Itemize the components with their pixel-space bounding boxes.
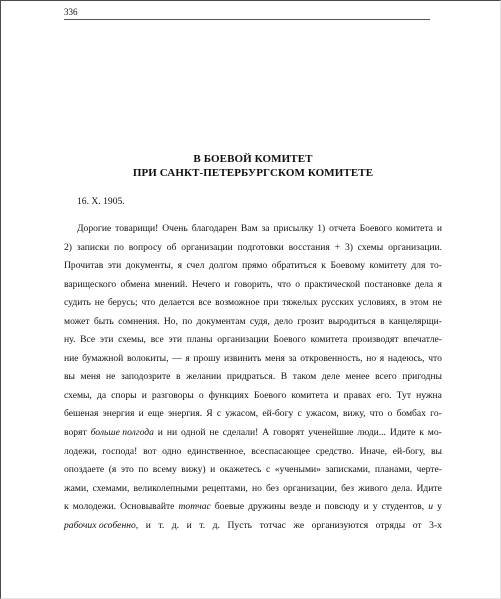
word: меня — [265, 352, 285, 364]
word: ни — [166, 427, 178, 439]
word: нужна — [416, 389, 442, 401]
word: Нечего — [191, 278, 221, 290]
word: делается — [159, 297, 195, 309]
word: быть — [93, 315, 114, 327]
word: 3-х — [429, 519, 442, 531]
word: функциях — [208, 389, 249, 401]
word: что — [428, 352, 442, 364]
word: всему — [152, 464, 177, 476]
word: отряды — [375, 519, 406, 531]
word: опоздаете — [64, 464, 105, 476]
word: правах — [343, 389, 372, 401]
word: впечатле- — [403, 334, 442, 346]
word: за — [288, 352, 297, 364]
word: присылку — [273, 223, 314, 234]
word: везде — [289, 501, 312, 513]
word: его. — [376, 389, 392, 401]
word: не — [94, 297, 105, 309]
word: русских — [321, 297, 354, 309]
word: схемы, — [64, 389, 92, 401]
word: 3) — [344, 241, 353, 253]
text-line — [64, 276, 442, 295]
word: Пусть — [227, 519, 253, 531]
word: Дорогие — [77, 223, 112, 234]
word: схемы — [357, 241, 384, 253]
word: Основывайте — [120, 501, 175, 513]
word: средство. — [315, 445, 354, 457]
word: энергия — [102, 408, 135, 420]
word: подготовки — [237, 241, 284, 253]
word: комитета — [310, 334, 348, 346]
word: Очень — [162, 223, 188, 234]
text-line — [64, 220, 442, 239]
word: великолепными — [133, 482, 199, 494]
word: Прочитав — [64, 260, 104, 272]
word: долгом — [208, 260, 238, 272]
word: единственное, — [187, 445, 246, 457]
word: благодарен — [191, 223, 237, 234]
word: заподозрите — [120, 371, 171, 383]
word: берусь; — [107, 297, 138, 309]
word: планы — [186, 334, 213, 346]
word: не — [209, 427, 219, 439]
word: менее — [345, 371, 370, 383]
word: организации. — [388, 241, 442, 253]
word: дружины — [248, 501, 286, 513]
text-line — [64, 294, 442, 313]
word: схемы, — [118, 334, 146, 346]
word: комитету — [369, 260, 407, 272]
word: восстания — [288, 241, 330, 253]
word: студентов, — [381, 501, 425, 513]
word: вы — [64, 371, 75, 383]
word: и — [363, 501, 369, 513]
word: ну. — [64, 334, 76, 346]
word: молодежи. — [72, 501, 117, 513]
word: ей-богу, — [392, 445, 426, 457]
word: я — [185, 352, 190, 364]
word: мо- — [427, 427, 442, 439]
word: го- — [430, 408, 442, 420]
word: все — [198, 297, 212, 309]
word: в — [380, 315, 385, 327]
word: разговоры — [151, 389, 194, 401]
word: организации, — [283, 482, 337, 494]
word: прямо — [242, 260, 268, 272]
letter-body — [64, 220, 442, 535]
word: что — [277, 278, 291, 290]
emphasized-word: больше полгода — [90, 427, 154, 439]
word: за — [261, 223, 270, 234]
word: ужасом, — [305, 408, 339, 420]
text-line — [64, 387, 442, 406]
word: при — [263, 297, 279, 309]
word: и — [145, 519, 151, 531]
word: вы — [430, 445, 442, 457]
word: надеюсь, — [387, 352, 425, 364]
word: мнений. — [154, 278, 188, 290]
word: «учеными» — [274, 464, 321, 476]
word: у — [372, 501, 378, 513]
word: документы, — [125, 260, 174, 272]
word: об — [166, 241, 177, 253]
emphasized-word: рабочих особенно, — [64, 519, 139, 531]
word: Боевого — [253, 389, 287, 401]
word: вопросу — [128, 241, 162, 253]
word: энергия. — [167, 408, 203, 420]
word: и — [141, 389, 147, 401]
word: от — [412, 519, 422, 531]
word: Боевого — [273, 334, 306, 346]
word: дела. — [391, 482, 413, 494]
word: с — [265, 464, 271, 476]
word: и — [436, 223, 442, 234]
word: к — [419, 427, 424, 439]
word: деле — [321, 371, 340, 383]
word: бомбах — [396, 408, 426, 420]
word: меня — [80, 371, 101, 383]
word: откровенность, — [300, 352, 363, 364]
word: Иначе, — [359, 445, 388, 457]
word: таком — [292, 371, 317, 383]
word: комитета — [291, 389, 329, 401]
word: без — [341, 482, 355, 494]
word: я — [379, 352, 385, 364]
word: и — [333, 389, 339, 401]
header-rule — [64, 19, 430, 20]
word: счел — [186, 260, 205, 272]
word: к — [64, 501, 69, 513]
word: условиях, — [357, 297, 398, 309]
letter-date: 16. X. 1905. — [77, 196, 125, 207]
word: бумажной — [82, 352, 124, 364]
word: практической — [304, 278, 361, 290]
word: но — [252, 482, 262, 494]
word: Но, — [163, 315, 178, 327]
word: ворят — [64, 427, 87, 439]
word: может — [64, 315, 90, 327]
word: о — [387, 408, 393, 420]
word: обмена — [120, 278, 150, 290]
word: вижу) — [181, 464, 206, 476]
word: окажетесь — [219, 464, 262, 476]
word: вижу, — [342, 408, 366, 420]
word: эти — [99, 334, 114, 346]
word: комитета — [395, 223, 433, 234]
word: ей-богу — [262, 408, 294, 420]
text-line — [64, 517, 442, 536]
word: ученейшие — [308, 427, 354, 439]
text-line — [64, 257, 442, 276]
text-line — [64, 480, 442, 499]
word: одной — [181, 427, 206, 439]
word: с — [216, 408, 222, 420]
word: всего — [375, 371, 397, 383]
word: + — [334, 241, 341, 253]
text-line — [64, 239, 442, 258]
word: судить — [64, 297, 91, 309]
word: же — [293, 519, 305, 531]
word: извинить — [223, 352, 262, 364]
word: в — [175, 371, 181, 383]
word: говорить, — [234, 278, 273, 290]
word: Все — [80, 334, 96, 346]
text-line — [64, 498, 442, 517]
word: по — [138, 464, 149, 476]
word: этом — [409, 297, 429, 309]
word: записками, — [325, 464, 371, 476]
word: у — [437, 501, 442, 513]
word: для — [411, 260, 426, 272]
word: да — [96, 389, 107, 401]
word: боевые — [214, 501, 245, 513]
word: прошу — [193, 352, 221, 364]
word: не — [432, 297, 442, 309]
word: с — [297, 408, 302, 420]
emphasized-word: тотчас — [178, 501, 211, 513]
word: и — [315, 501, 321, 513]
word: в — [401, 297, 406, 309]
word: бешеная — [64, 408, 99, 420]
word: волокиты, — [126, 352, 169, 364]
word: эти — [107, 260, 122, 272]
word: не — [106, 371, 116, 383]
text-line — [64, 424, 442, 443]
word: к — [321, 260, 326, 272]
word: организации — [181, 241, 233, 253]
word: лодежи, — [64, 445, 97, 457]
text-line — [64, 350, 442, 369]
word: А — [262, 427, 270, 439]
word: Идите — [389, 427, 416, 439]
word: постановке — [364, 278, 411, 290]
word: д. — [212, 519, 220, 531]
word: что — [141, 297, 156, 309]
text-line — [64, 461, 442, 480]
word: выродиться — [328, 315, 376, 327]
word: без — [266, 482, 279, 494]
word: и — [186, 519, 192, 531]
word: документам — [196, 315, 246, 327]
word: споры — [111, 389, 137, 401]
word: (я — [108, 464, 117, 476]
word: по — [113, 241, 124, 253]
word: все — [150, 334, 164, 346]
word: ужасом, — [225, 408, 259, 420]
word: еще — [147, 408, 164, 420]
word: черте- — [416, 464, 442, 476]
word: возможное — [215, 297, 260, 309]
word: грозит — [297, 315, 324, 327]
word: но — [366, 352, 377, 364]
word: 1) — [317, 223, 326, 234]
word: вот — [143, 445, 157, 457]
word: сомнения. — [118, 315, 160, 327]
word: пригодны — [402, 371, 442, 383]
text-line — [64, 331, 442, 350]
word: Боевого — [359, 223, 392, 234]
word: схемами, — [92, 482, 130, 494]
word: о — [295, 278, 301, 290]
word: Я — [206, 408, 213, 420]
word: придраться. — [226, 371, 276, 383]
emphasized-word: и — [428, 501, 434, 513]
word: — — [172, 352, 182, 364]
heading-line-1: В БОЕВОЙ КОМИТЕТ — [193, 153, 313, 165]
page-number: 336 — [64, 7, 78, 17]
text-line — [64, 443, 442, 462]
word: судя, — [249, 315, 270, 327]
word: живого — [358, 482, 388, 494]
word: Идите — [416, 482, 442, 494]
word: рецептами, — [202, 482, 248, 494]
word: т. — [199, 519, 206, 531]
word: повсюду — [324, 501, 360, 513]
word: обратиться — [271, 260, 317, 272]
word: д. — [171, 519, 180, 531]
word: т. — [158, 519, 165, 531]
word: то- — [429, 260, 442, 272]
word: эти — [168, 334, 182, 346]
word: производят — [352, 334, 399, 346]
word: 2) — [64, 241, 72, 253]
word: Тут — [396, 389, 412, 401]
word: и — [210, 464, 216, 476]
text-line — [64, 405, 442, 424]
word: всеспасающее — [251, 445, 310, 457]
word: и — [157, 427, 163, 439]
word: Боевому — [330, 260, 366, 272]
word: и — [224, 278, 230, 290]
heading-line-2: ПРИ САНКТ-ПЕТЕРБУРГСКОМ КОМИТЕТЕ — [132, 167, 374, 179]
word: дела — [414, 278, 434, 290]
text-line — [64, 313, 442, 332]
word: товарищи! — [115, 223, 159, 234]
word: организуются — [311, 519, 369, 531]
word: по — [182, 315, 193, 327]
word: желании — [186, 371, 222, 383]
word: я — [177, 260, 182, 272]
word: канцелярщи- — [388, 315, 442, 327]
word: ние — [64, 352, 79, 364]
word: сделали! — [222, 427, 259, 439]
word: господа! — [102, 445, 138, 457]
word: В — [280, 371, 288, 383]
word: тотчас — [259, 519, 286, 531]
word: планами, — [374, 464, 413, 476]
word: о — [198, 389, 204, 401]
word: одно — [162, 445, 182, 457]
word: что — [369, 408, 384, 420]
word: организации — [217, 334, 269, 346]
word: жами, — [64, 482, 89, 494]
word: люди... — [357, 427, 386, 439]
word: Вам — [240, 223, 258, 234]
word: записки — [76, 241, 110, 253]
letter-heading — [64, 152, 442, 180]
word: дело — [274, 315, 293, 327]
word: отчета — [329, 223, 356, 234]
word: варищеского — [64, 278, 117, 290]
word: это — [120, 464, 134, 476]
word: и — [138, 408, 144, 420]
word: тяжелых — [282, 297, 318, 309]
text-line — [64, 368, 442, 387]
word: говорят — [273, 427, 305, 439]
word: я — [437, 278, 442, 290]
